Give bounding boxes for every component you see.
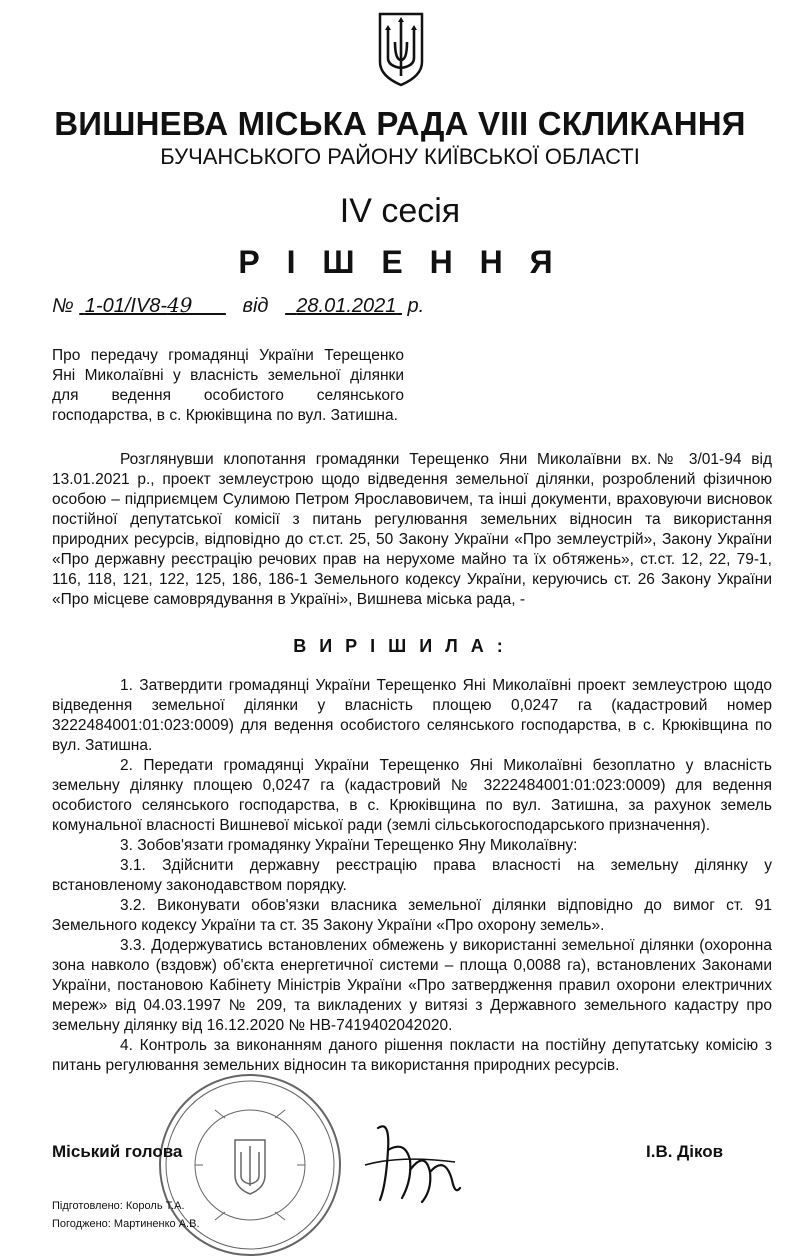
preamble-paragraph: Розглянувши клопотання громадянки Терещенко Яни Миколаївни вх.№ 3/01-94 від 13.01.2021 р., проект землеустрою щодо відведення земельної ділянки, розроблений фізичною особою – підприємцем Сулимою Петром Ярославовичем, та інші документи, враховуючи висновок постійної депутатської комісії з питань регулювання земельних відносин та використання природних ресурсів, відповідно до ст.ст. 25, 50 Закону України «Про землеустрій», Закону України «Про державну реєстрацію речових прав на нерухоме майно та їх обтяжень», ст.ст. 12, 22, 79-1, 116, 118, 121, 122, 125, 186, 186-1 Земельного кодексу України, керуючись ст. 26 Закону України «Про місцеве самоврядування в Україні», Вишнева міська рада, -	[52, 451, 772, 608]
signatory-name: І.В. Діков	[646, 1142, 724, 1161]
number-prefix: №	[52, 295, 74, 317]
subject-line: господарства, в с. Крюківщина по вул. Затишна.	[52, 407, 398, 424]
subject-line: для ведення особистого селянського	[52, 387, 404, 404]
handwritten-signature-icon	[360, 1110, 470, 1210]
date-word: від	[242, 295, 269, 317]
official-stamp-icon	[155, 1070, 345, 1260]
decision-item: 2. Передати громадянці України Терещенко Яні Миколаївні безоплатно у власність земельну ділянку площею 0,0247 га (кадастровий № 3222484001:01:023:0009) для ведення особистого селянського господарства, в с. Крюківщина по вул. Затишна, за рахунок земель комунальної власності Вишневої міської ради (землі сільськогосподарського призначення).	[52, 757, 772, 834]
handwritten-number: 49	[167, 293, 193, 317]
district-title: БУЧАНСЬКОГО РАЙОНУ КИЇВСЬКОЇ ОБЛАСТІ	[160, 144, 640, 169]
decision-subject	[52, 346, 404, 426]
decision-items	[52, 676, 772, 1076]
document-type-title: Р І Ш Е Н Н Я	[238, 244, 562, 280]
decision-item: 3. Зобов'язати громадянку України Терещенко Яну Миколаївну:	[120, 837, 578, 854]
subject-line: Яні Миколаївні у власність земельної ділянки	[52, 367, 404, 384]
session-title: IV сесія	[339, 192, 461, 230]
decision-item: 3.2. Виконувати обов'язки власника земельної ділянки відповідно до вимог ст. 91 Земельного кодексу України та ст. 35 Закону України «Про охорону земель».	[52, 897, 772, 934]
decision-date: 28.01.2021	[296, 295, 397, 317]
coat-of-arms-icon	[376, 10, 426, 88]
decision-item: 1. Затвердити громадянці України Терещенко Яні Миколаївні проект землеустрою щодо відведення земельної ділянки у власність площею 0,0247 га (кадастровий номер 3222484001:01:023:0009) для ведення особистого селянського господарства, в с. Крюківщина по вул. Затишна.	[52, 677, 772, 754]
agreed-by: Погоджено: Мартиненко А.В.	[52, 1218, 200, 1230]
year-suffix: р.	[407, 295, 425, 317]
resolved-heading: В И Р І Ш И Л А :	[293, 636, 507, 656]
decision-item: 4. Контроль за виконанням даного рішення покласти на постійну депутатську комісію з питань регулювання земельних відносин та використання природних ресурсів.	[52, 1037, 772, 1074]
decision-number: 1-01/IV8-49	[84, 293, 193, 317]
council-title: ВИШНЕВА МІСЬКА РАДА VIII СКЛИКАННЯ	[54, 105, 746, 142]
decision-item: 3.3. Додержуватись встановлених обмежень у використанні земельної ділянки (охоронна зона навколо (вздовж) об'єкта енергетичної системи – площа 0,0088 га), встановлених Законами України, постановою Кабінету Міністрів України «Про затвердження правил охорони електричних мереж» від 04.03.1997 № 209, та викладених у витязі з Державного земельного кадастру про земельну ділянку від 16.12.2020 № НВ-7419402042020.	[52, 937, 772, 1034]
signature-label: Міський голова	[52, 1142, 183, 1161]
subject-line: Про передачу громадянці України Терещенко	[52, 347, 404, 364]
decision-item: 3.1. Здійснити державну реєстрацію права власності на земельну ділянку у встановленому законодавством порядку.	[52, 857, 772, 894]
decision-number-line	[52, 293, 424, 318]
prepared-by: Підготовлено: Король Т.А.	[52, 1200, 185, 1212]
